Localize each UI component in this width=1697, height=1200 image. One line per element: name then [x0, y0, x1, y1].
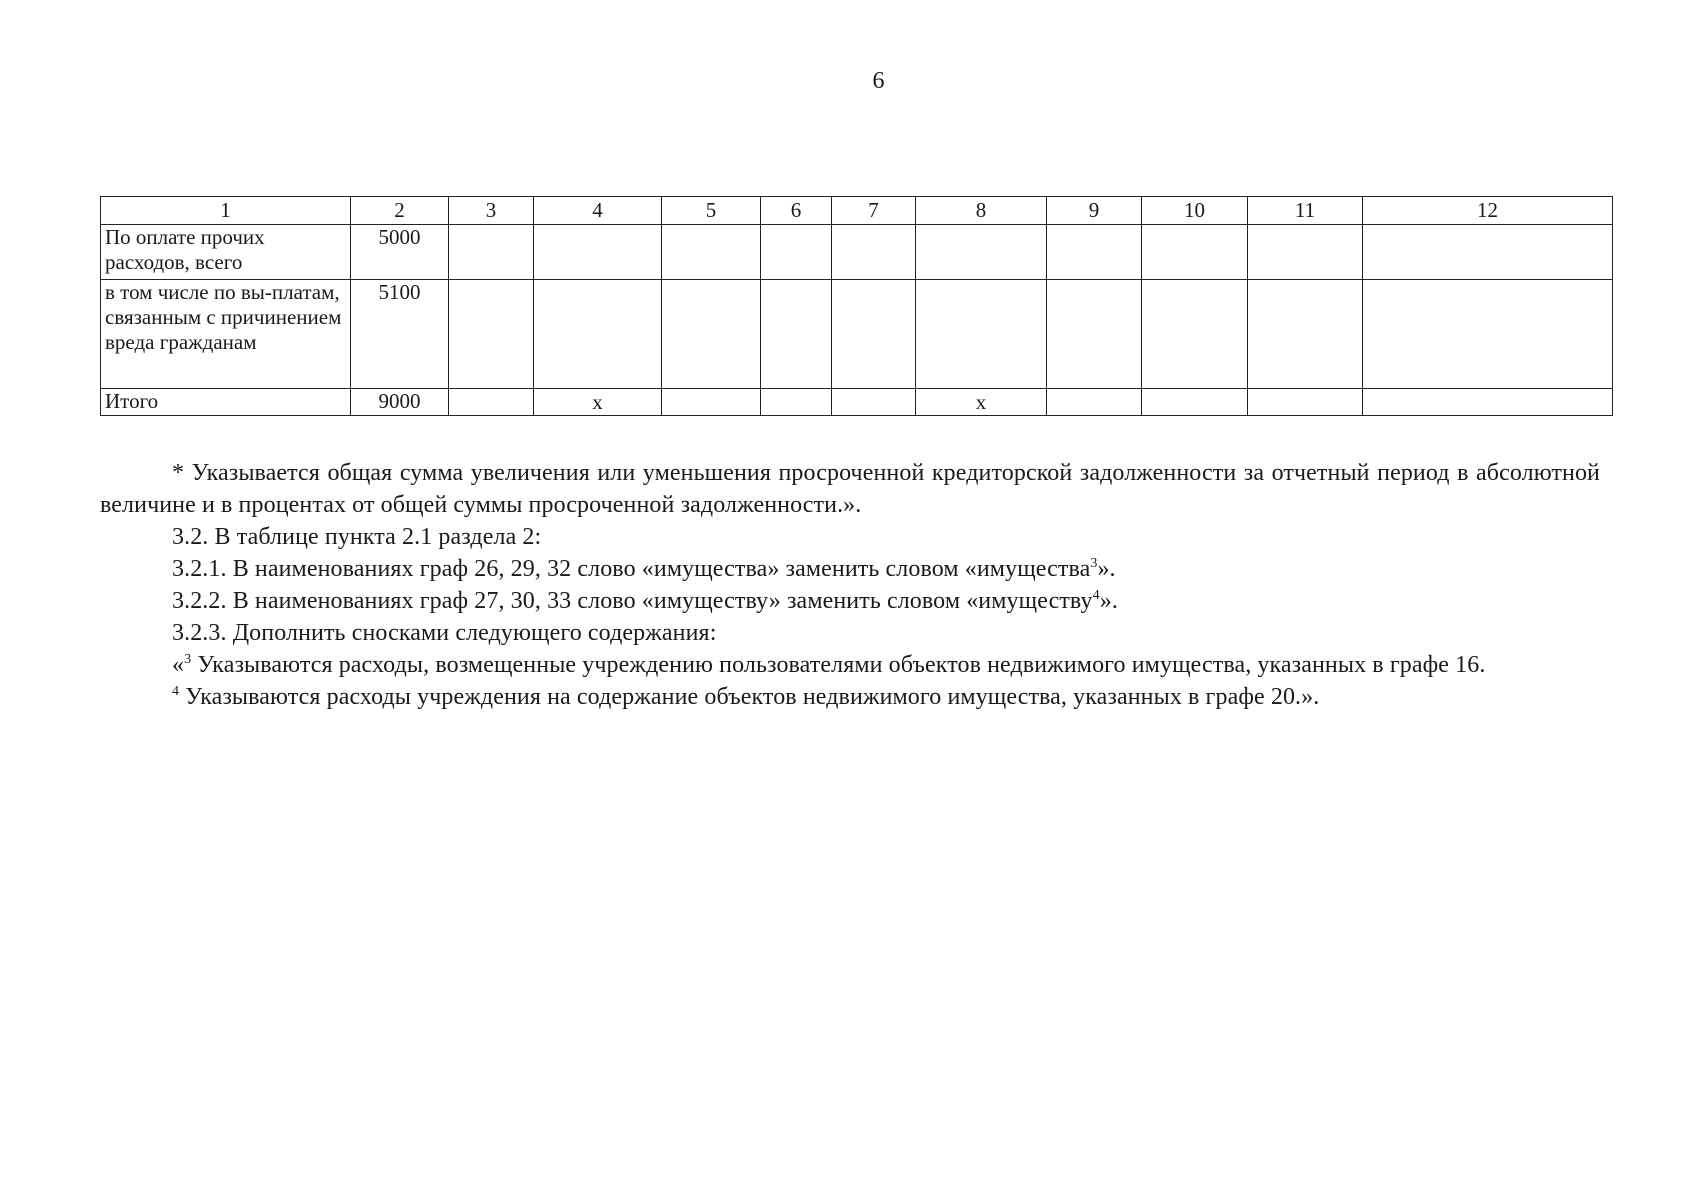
- footnote-number: 3: [184, 652, 192, 667]
- footnote-3: [100, 649, 1600, 681]
- header-cell: 2: [351, 197, 449, 225]
- quote-mark: «: [172, 652, 185, 678]
- table-cell: [1363, 225, 1613, 280]
- table-cell: [761, 225, 832, 280]
- paragraph-text: ».: [1097, 556, 1116, 582]
- table-cell: [534, 225, 662, 280]
- table-cell: [916, 225, 1047, 280]
- paragraph-3-2-3: 3.2.3. Дополнить сносками следующего содержания:: [172, 620, 717, 646]
- header-cell: 12: [1363, 197, 1613, 225]
- paragraph-3-2: 3.2. В таблице пункта 2.1 раздела 2:: [172, 524, 542, 550]
- table-cell: [1142, 280, 1248, 389]
- table-cell: [1047, 389, 1142, 416]
- table-cell: [1047, 225, 1142, 280]
- table-cell: [1363, 280, 1613, 389]
- table-cell: [832, 280, 916, 389]
- table-cell: [916, 280, 1047, 389]
- header-cell: 8: [916, 197, 1047, 225]
- header-cell: 5: [662, 197, 761, 225]
- table-row: [101, 225, 1613, 280]
- paragraph-text: 3.2.2. В наименованиях граф 27, 30, 33 слово «имуществу» заменить словом «имуществу: [172, 588, 1093, 614]
- row-label: в том числе по вы-платам, связанным с причинением вреда гражданам: [101, 280, 351, 389]
- row-code: 5100: [351, 280, 449, 389]
- footnote-ref: 3: [1090, 556, 1098, 571]
- table-cell: [1248, 389, 1363, 416]
- row-code: 9000: [351, 389, 449, 416]
- table-cell: [534, 280, 662, 389]
- table-cell: [832, 225, 916, 280]
- table-cell: [662, 389, 761, 416]
- table-cell: [1047, 280, 1142, 389]
- footnote-text: Указываются расходы учреждения на содержание объектов недвижимого имущества, указанных в графе 20.».: [179, 684, 1320, 710]
- header-cell: 3: [449, 197, 534, 225]
- footnote-4: [100, 681, 1600, 713]
- paragraph-3-2-2: [100, 585, 1600, 617]
- footnote-text: Указываются расходы, возмещенные учреждению пользователями объектов недвижимого имущества, указанных в графе 16.: [191, 652, 1486, 678]
- notes-block: [100, 457, 1600, 713]
- header-cell: 4: [534, 197, 662, 225]
- header-cell: 10: [1142, 197, 1248, 225]
- table-cell: [449, 225, 534, 280]
- table-cell: [1142, 389, 1248, 416]
- table-cell: [662, 225, 761, 280]
- table-cell: [1363, 389, 1613, 416]
- paragraph-text: ».: [1099, 588, 1118, 614]
- row-label: По оплате прочих расходов, всего: [101, 225, 351, 280]
- paragraph-3-2-1: [100, 553, 1600, 585]
- table-cell: [449, 389, 534, 416]
- footnote-ref: 4: [1092, 588, 1100, 603]
- header-cell: 1: [101, 197, 351, 225]
- table-cell: [1142, 225, 1248, 280]
- table-cell: [662, 280, 761, 389]
- header-cell: 7: [832, 197, 916, 225]
- table-cell: [1248, 225, 1363, 280]
- header-cell: 6: [761, 197, 832, 225]
- row-code: 5000: [351, 225, 449, 280]
- table-row: [101, 280, 1613, 389]
- table-cell: x: [534, 389, 662, 416]
- table-row: [101, 389, 1613, 416]
- table-cell: [1248, 280, 1363, 389]
- table-cell: [449, 280, 534, 389]
- table-cell: [832, 389, 916, 416]
- paragraph-text: 3.2.1. В наименованиях граф 26, 29, 32 слово «имущества» заменить словом «имущества: [172, 556, 1091, 582]
- table-cell: [761, 389, 832, 416]
- expenses-table: [100, 196, 1613, 416]
- header-cell: 11: [1248, 197, 1363, 225]
- asterisk-note: * Указывается общая сумма увеличения или уменьшения просроченной кредиторской задолженности за отчетный период в абсолютной величине и в процентах от общей суммы просроченной задолженности.».: [100, 460, 1600, 518]
- page-number: [0, 68, 1697, 95]
- table-header-row: [101, 197, 1613, 225]
- header-cell: 9: [1047, 197, 1142, 225]
- row-label: Итого: [101, 389, 351, 416]
- footnote-number: 4: [172, 684, 180, 699]
- page-number-text: 6: [872, 68, 885, 94]
- table-cell: [761, 280, 832, 389]
- table-cell: x: [916, 389, 1047, 416]
